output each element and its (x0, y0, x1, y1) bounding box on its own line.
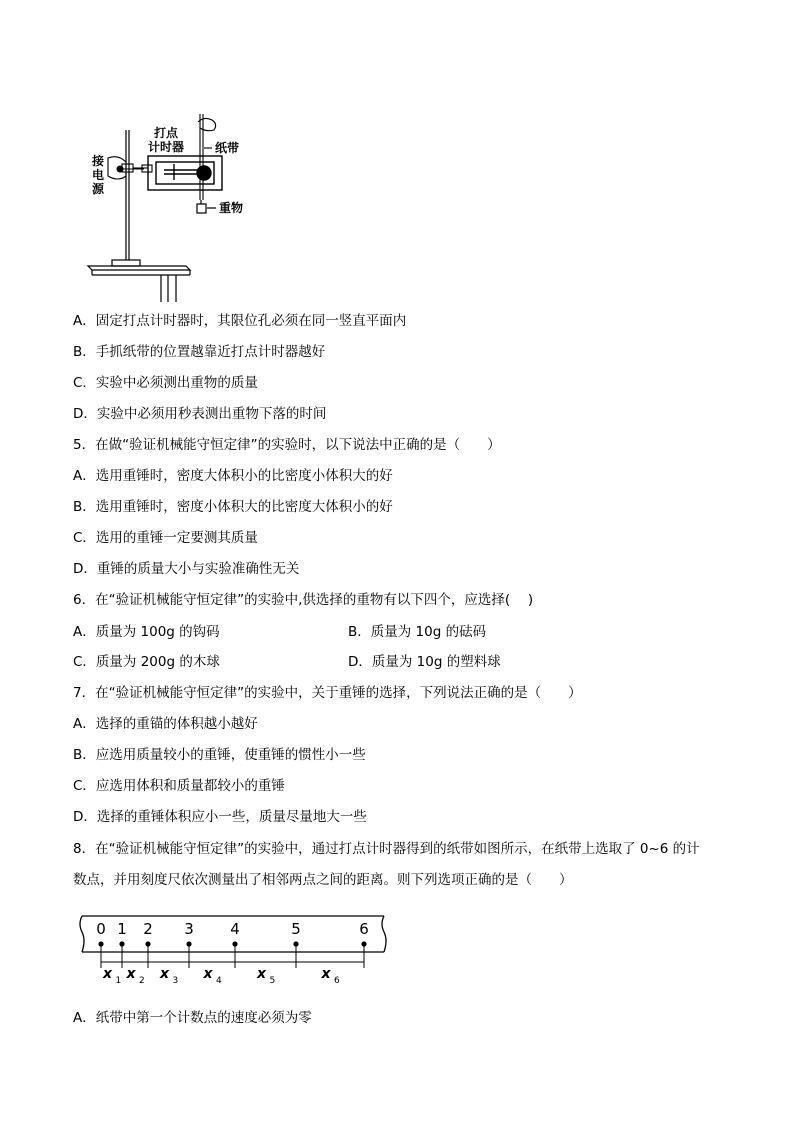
interval-label: x (159, 966, 170, 982)
q7-option-b: B．应选用质量较小的重锤，使重锤的惯性小一些 (73, 747, 366, 763)
q5-option-c: C．选用的重锤一定要测其质量 (73, 530, 258, 546)
interval-subscript: 6 (334, 976, 340, 986)
apparatus-figure (86, 108, 256, 308)
q6-option-d: D．质量为 10g 的塑料球 (348, 654, 501, 670)
interval-subscript: 3 (172, 976, 179, 986)
q7-option-d: D．选择的重锤体积应小一些，质量尽量地大一些 (73, 809, 367, 825)
interval-label: x (126, 966, 136, 982)
q7-option-c: C．应选用体积和质量都较小的重锤 (73, 778, 285, 794)
q7-stem: 7．在“验证机械能守恒定律”的实验中，关于重锤的选择，下列说法正确的是（ ） (73, 685, 582, 701)
q5-option-d: D．重锤的质量大小与实验准确性无关 (73, 561, 300, 577)
timer-label-line2: 计时器 (148, 140, 185, 154)
timer-label-line1: 打点 (154, 126, 179, 140)
tape-label: 纸带 (215, 141, 240, 155)
interval-label: x (256, 966, 267, 982)
power-label-1: 接 (92, 154, 105, 168)
q6-stem: 6．在“验证机械能守恒定律”的实验中,供选择的重物有以下四个，应选择( ) (73, 592, 534, 608)
tape-point-label: 2 (143, 920, 153, 938)
q8-stem-line2: 数点，并用刻度尺依次测量出了相邻两点之间的距离。则下列选项正确的是（ ） (73, 872, 573, 888)
interval-subscript: 1 (115, 976, 122, 986)
interval-label: x (321, 966, 331, 982)
stand-rod (126, 130, 129, 260)
power-label-2: 电 (92, 168, 105, 182)
table (88, 266, 190, 302)
tape-point-label: 6 (359, 920, 369, 938)
interval-label: x (203, 966, 213, 982)
q4-option-d: D．实验中必须用秒表测出重物下落的时间 (73, 406, 327, 422)
tape-point-label: 3 (184, 920, 194, 938)
weight (197, 200, 216, 213)
interval-label: x (102, 966, 113, 982)
q6-option-b: B．质量为 10g 的砝码 (348, 624, 487, 640)
stand-base (112, 260, 140, 266)
power-label-3: 源 (92, 182, 105, 196)
q7-option-a: A．选择的重锚的体积越小越好 (73, 716, 258, 732)
q6-option-c: C．质量为 200g 的木球 (73, 654, 220, 670)
q5-option-b: B．选用重锤时，密度小体积大的比密度大体积小的好 (73, 499, 393, 515)
q4-option-a: A．固定打点计时器时，其限位孔必须在同一竖直平面内 (73, 313, 407, 329)
q5-stem: 5．在做“验证机械能守恒定律”的实验时，以下说法中正确的是（ ） (73, 437, 501, 453)
q8-stem-line1: 8．在“验证机械能守恒定律”的实验中，通过打点计时器得到的纸带如图所示，在纸带上选取了 0~6 的计 (73, 841, 700, 857)
interval-subscript: 2 (139, 976, 145, 986)
interval-subscript: 5 (269, 976, 276, 986)
tape-point-label: 5 (291, 920, 301, 938)
tape-point-label: 0 (96, 920, 106, 938)
q5-option-a: A．选用重锤时，密度大体积小的比密度小体积大的好 (73, 468, 393, 484)
interval-subscript: 4 (216, 976, 222, 986)
paper-tape (198, 114, 216, 200)
timer-box (148, 156, 222, 190)
tape-point-label: 4 (230, 920, 240, 938)
tape-point-label: 1 (117, 920, 127, 938)
q4-option-c: C．实验中必须测出重物的质量 (73, 375, 258, 391)
q8-option-a: A．纸带中第一个计数点的速度必须为零 (73, 1010, 312, 1026)
q6-option-a: A．质量为 100g 的钩码 (73, 624, 220, 640)
q4-option-b: B．手抓纸带的位置越靠近打点计时器越好 (73, 344, 326, 360)
weight-label: 重物 (219, 201, 244, 215)
paper-tape-figure (78, 910, 388, 992)
